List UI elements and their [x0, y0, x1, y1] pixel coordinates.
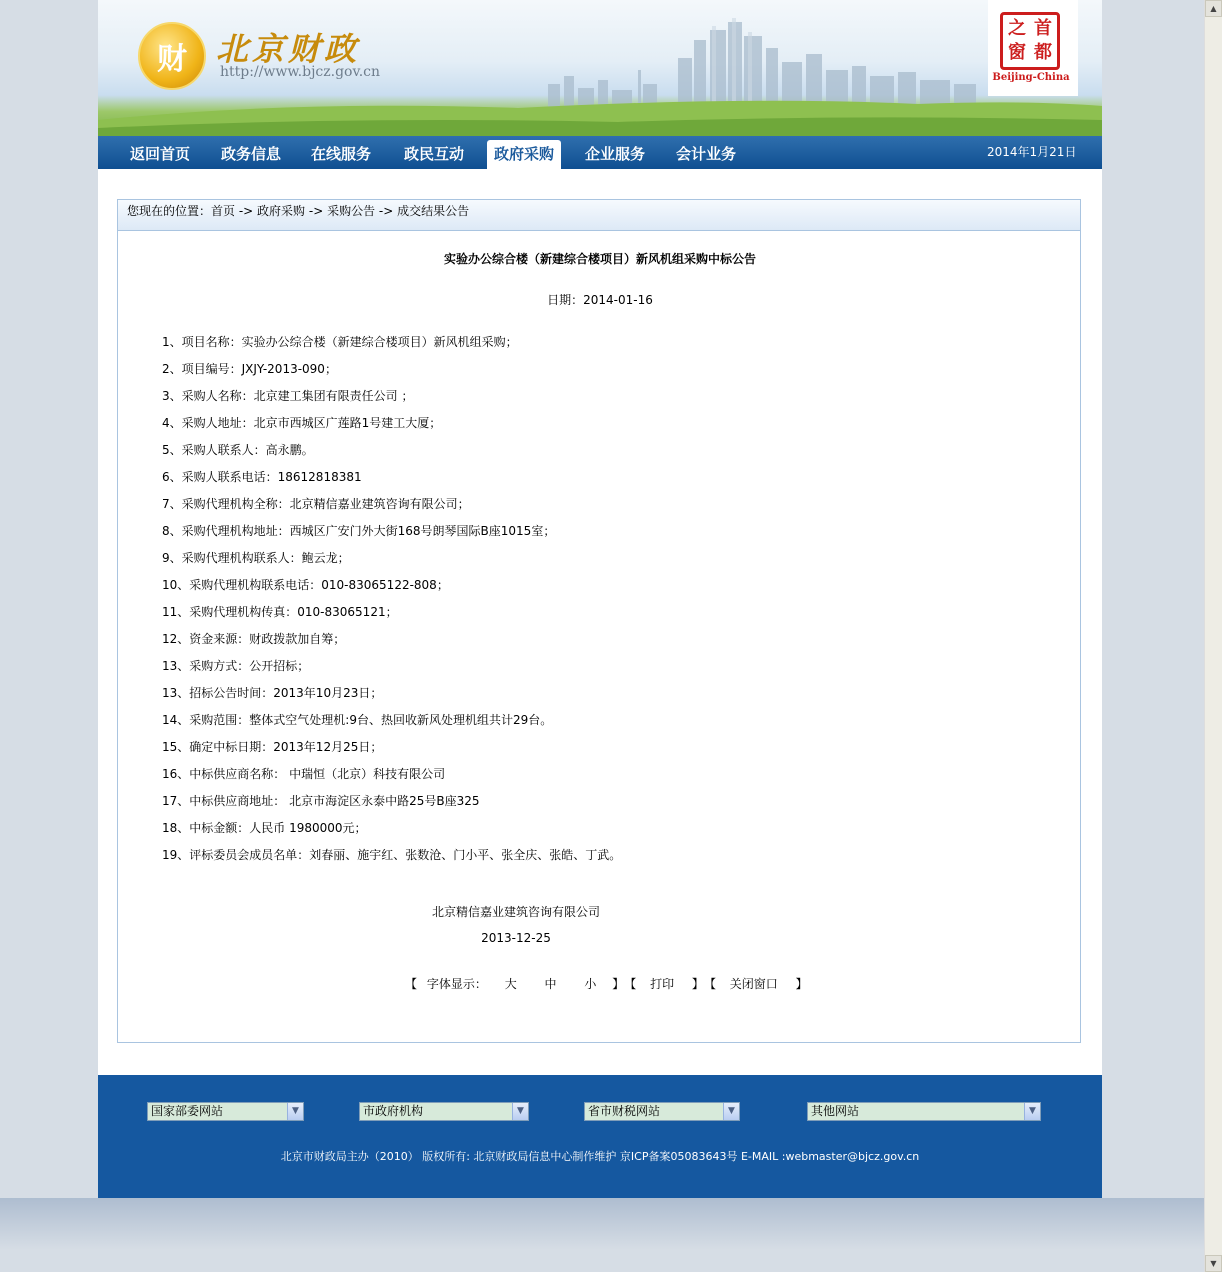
list-item: 19、评标委员会成员名单：刘春丽、施宇红、张数沧、门小平、张全庆、张皓、丁武。	[162, 848, 622, 862]
bracket: 】	[795, 977, 808, 991]
list-item: 7、采购代理机构全称：北京精信嘉业建筑咨询有限公司；	[162, 497, 470, 511]
finance-logo[interactable]	[138, 22, 206, 90]
page-container	[98, 0, 1102, 1198]
nav-item-online-service[interactable]: 在线服务	[311, 145, 372, 163]
list-item: 10、采购代理机构联系电话：010-83065122-808；	[162, 578, 449, 592]
site-footer	[98, 1075, 1102, 1198]
site-name: 北京财政	[216, 30, 361, 68]
capital-window-badge[interactable]	[988, 0, 1078, 96]
seal-char: 都	[1034, 42, 1052, 63]
breadcrumb-separator: ->	[305, 204, 328, 218]
list-item: 13、招标公告时间：2013年10月23日；	[162, 686, 383, 700]
logo-glyph: 财	[157, 42, 187, 77]
bracket: 】	[612, 977, 625, 991]
announcement-items	[162, 334, 621, 874]
badge-subtitle: Beijing-China	[992, 72, 1070, 83]
copyright-text: 北京市财政局主办（2010） 版权所有: 北京财政局信息中心制作维护 京ICP备案05083643号 E-MAIL :webmaster@bjcz.gov.cn	[280, 1150, 920, 1163]
breadcrumb-link-procurement[interactable]: 政府采购	[257, 204, 306, 218]
article-date: 日期：2014-01-16	[547, 293, 653, 307]
chevron-down-icon: ▼	[1024, 1103, 1040, 1120]
breadcrumb-separator: ->	[235, 204, 258, 218]
list-item: 17、中标供应商地址： 北京市海淀区永泰中路25号B座325	[162, 794, 480, 808]
main-nav	[98, 136, 1102, 169]
select-value: 省市财税网站	[588, 1104, 661, 1118]
breadcrumb-separator: ->	[375, 204, 398, 218]
breadcrumb-link-results[interactable]: 成交结果公告	[397, 204, 470, 218]
chevron-down-icon: ▼	[723, 1103, 739, 1120]
article-panel	[117, 199, 1081, 1043]
chevron-down-icon: ▼	[287, 1103, 303, 1120]
select-other-sites[interactable]	[807, 1102, 1041, 1121]
print-button[interactable]: 打印	[650, 977, 675, 991]
list-item: 2、项目编号：JXJY-2013-090；	[162, 362, 337, 376]
select-value: 市政府机构	[363, 1104, 424, 1118]
select-national-ministries[interactable]	[147, 1102, 304, 1121]
list-item: 16、中标供应商名称： 中瑞恒（北京）科技有限公司	[162, 767, 446, 781]
nav-item-interaction[interactable]: 政民互动	[404, 145, 465, 163]
sign-date: 2013-12-25	[481, 931, 551, 945]
nav-item-accounting[interactable]: 会计业务	[676, 145, 737, 163]
font-small-button[interactable]: 小	[584, 977, 597, 991]
list-item: 18、中标金额：人民币 1980000元；	[162, 821, 367, 835]
site-url: http://www.bjcz.gov.cn	[220, 64, 381, 80]
select-value: 国家部委网站	[151, 1104, 224, 1118]
signer-company: 北京精信嘉业建筑咨询有限公司	[431, 905, 600, 919]
select-value: 其他网站	[811, 1104, 860, 1118]
list-item: 4、采购人地址：北京市西城区广莲路1号建工大厦；	[162, 416, 442, 430]
font-large-button[interactable]: 大	[504, 977, 517, 991]
list-item: 6、采购人联系电话：18612818381	[162, 470, 362, 484]
close-window-button[interactable]: 关闭窗口	[729, 977, 778, 991]
nav-item-home[interactable]: 返回首页	[130, 145, 191, 163]
breadcrumb-prefix: 您现在的位置：	[127, 204, 212, 218]
list-item: 12、资金来源：财政拨款加自筹；	[162, 632, 346, 646]
scroll-up-icon[interactable]: ▲	[1205, 0, 1222, 17]
font-medium-button[interactable]: 中	[544, 977, 557, 991]
list-item: 15、确定中标日期：2013年12月25日；	[162, 740, 383, 754]
chevron-down-icon: ▼	[512, 1103, 528, 1120]
select-city-government[interactable]	[359, 1102, 529, 1121]
breadcrumb	[118, 200, 1080, 231]
article-tools	[405, 975, 808, 992]
article-title: 实验办公综合楼（新建综合楼项目）新风机组采购中标公告	[443, 252, 756, 266]
list-item: 9、采购代理机构联系人：鲍云龙；	[162, 551, 350, 565]
nav-item-government-info[interactable]: 政务信息	[221, 145, 282, 163]
list-item: 13、采购方式：公开招标；	[162, 659, 310, 673]
bracket: 【	[703, 977, 716, 991]
list-item: 5、采购人联系人：高永鹏。	[162, 443, 314, 457]
breadcrumb-link-announcements[interactable]: 采购公告	[327, 204, 376, 218]
vertical-scrollbar[interactable]	[1204, 0, 1222, 1272]
scroll-down-icon[interactable]: ▼	[1205, 1255, 1222, 1272]
page-background-gradient	[0, 1198, 1204, 1272]
select-provincial-finance[interactable]	[584, 1102, 740, 1121]
seal-char: 窗	[1008, 42, 1026, 63]
bracket: 【	[624, 977, 637, 991]
nav-item-enterprise-service[interactable]: 企业服务	[585, 145, 646, 163]
breadcrumb-link-home[interactable]: 首页	[211, 204, 236, 218]
list-item: 14、采购范围：整体式空气处理机:9台、热回收新风处理机组共计29台。	[162, 713, 553, 727]
seal-char: 之	[1008, 18, 1026, 39]
site-banner	[98, 0, 1102, 136]
nav-item-procurement[interactable]: 政府采购	[487, 140, 561, 169]
list-item: 11、采购代理机构传真：010-83065121；	[162, 605, 398, 619]
list-item: 3、采购人名称：北京建工集团有限责任公司 ；	[162, 389, 414, 403]
seal-char: 首	[1034, 18, 1052, 39]
bracket: 【	[405, 977, 418, 991]
capital-seal	[1000, 12, 1060, 70]
list-item: 8、采购代理机构地址：西城区广安门外大街168号朗琴国际B座1015室；	[162, 524, 556, 538]
list-item: 1、项目名称：实验办公综合楼（新建综合楼项目）新风机组采购；	[162, 335, 518, 349]
current-date: 2014年1月21日	[987, 145, 1077, 159]
bracket: 】	[691, 977, 704, 991]
font-size-label: 字体显示：	[426, 977, 487, 991]
